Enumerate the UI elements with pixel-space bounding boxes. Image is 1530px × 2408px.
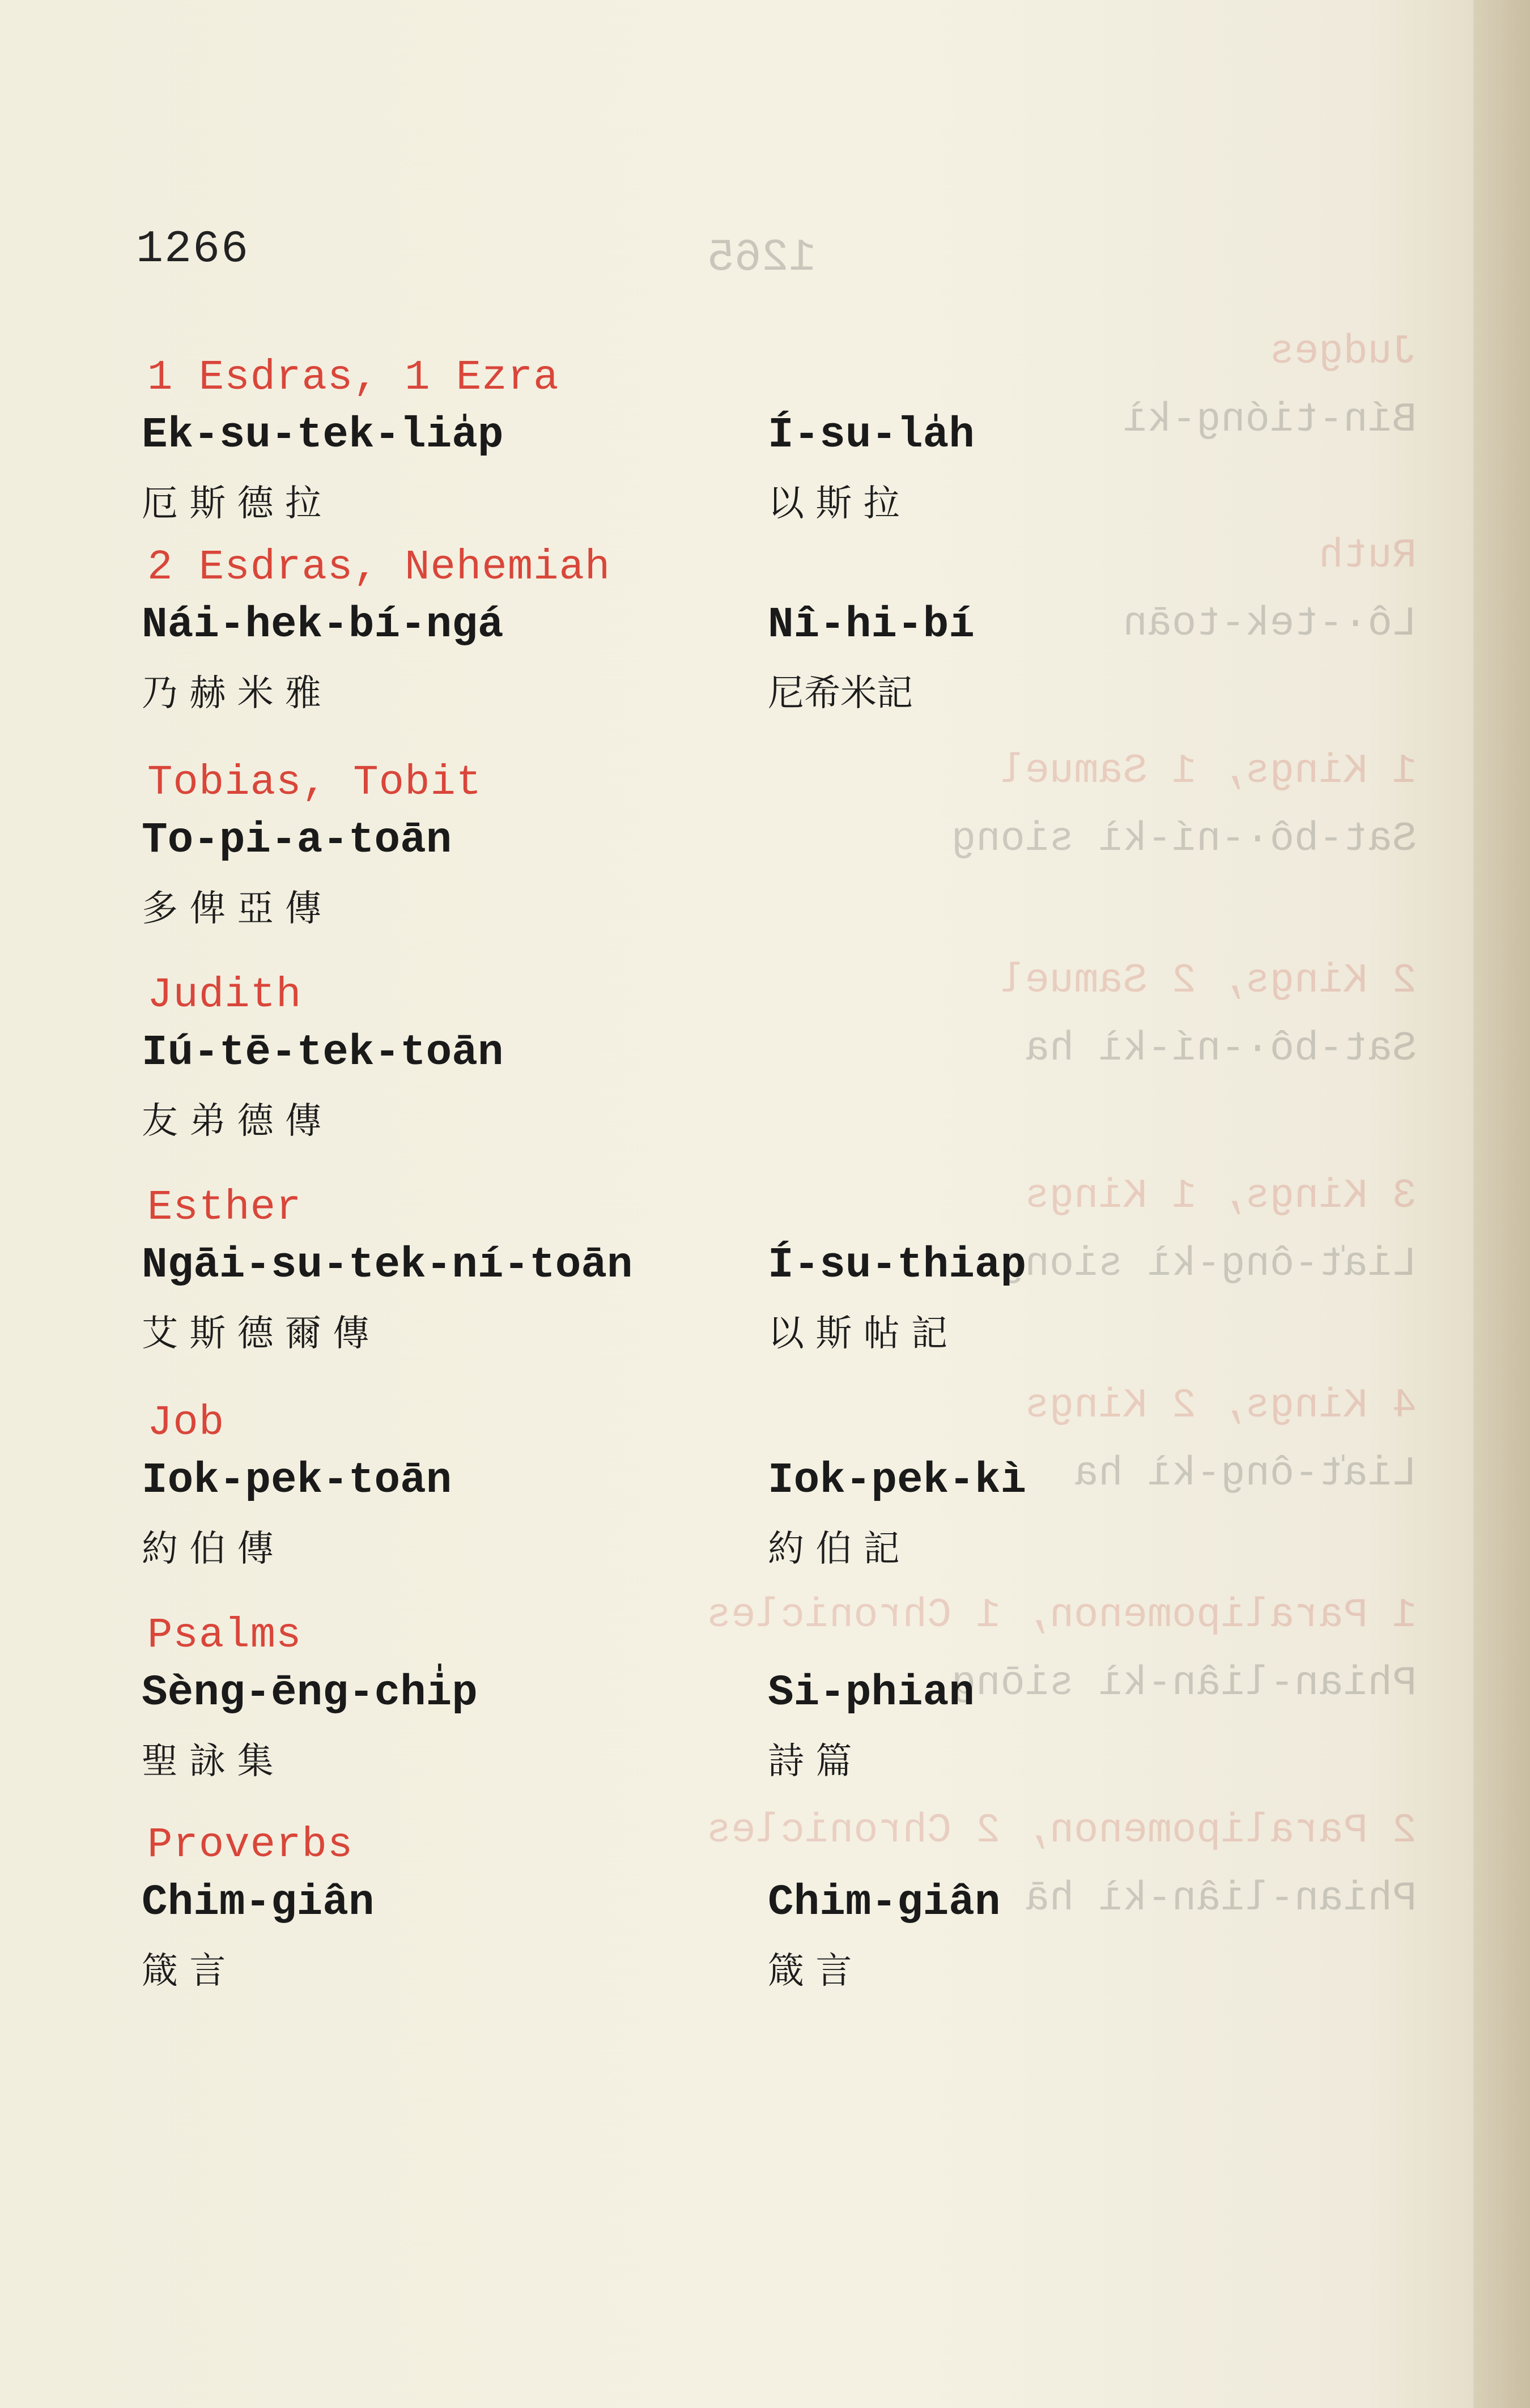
bleed-line: 1 Paralipomenon, 1 Chronicles bbox=[706, 1592, 1417, 1639]
catholic-name-chinese: 多 俾 亞 傳 bbox=[142, 888, 322, 930]
protestant-name-chinese: 以 斯 拉 bbox=[768, 483, 900, 525]
catholic-name: Ngāi-su-tek-ní-toān bbox=[142, 1241, 633, 1290]
entry-heading: Psalms bbox=[147, 1612, 302, 1660]
bleed-line: Phian-liân-kì hā bbox=[1025, 1875, 1417, 1922]
bleed-line: Sat-bô·-ní-kì siong bbox=[951, 816, 1417, 862]
bleed-line: 4 Kings, 2 Kings bbox=[1025, 1382, 1417, 1429]
catholic-name: Ek-su-tek-lia̍p bbox=[142, 411, 504, 460]
bleed-line: Lia̍t-ông-kì siong bbox=[1000, 1241, 1417, 1287]
protestant-name: Iok-pek-kì bbox=[768, 1456, 1027, 1505]
protestant-name: Nî-hi-bí bbox=[768, 601, 975, 649]
catholic-name: Nái-hek-bí-ngá bbox=[142, 601, 504, 649]
entry-heading: 2 Esdras, Nehemiah bbox=[147, 544, 611, 592]
protestant-name-chinese: 尼希米記 bbox=[768, 673, 913, 714]
protestant-name: Í-su-thiap bbox=[768, 1241, 1027, 1290]
protestant-name-chinese: 以 斯 帖 記 bbox=[768, 1313, 948, 1355]
catholic-name: Chim-giân bbox=[142, 1878, 375, 1927]
bleed-line: 1 Kings, 1 Samuel bbox=[1000, 748, 1417, 794]
catholic-name-chinese: 厄 斯 德 拉 bbox=[142, 483, 322, 525]
bleed-through-page-number: 1265 bbox=[707, 232, 816, 284]
bleed-line: 3 Kings, 1 Kings bbox=[1025, 1173, 1417, 1219]
protestant-name: Chim-giân bbox=[768, 1878, 1001, 1927]
bleed-line: Sat-bô·-ní-kì ha bbox=[1025, 1026, 1417, 1072]
bleed-line: Ruth bbox=[1319, 533, 1417, 579]
catholic-name: Iú-tē-tek-toān bbox=[142, 1028, 504, 1077]
page-edge bbox=[1473, 0, 1530, 2408]
protestant-name-chinese: 詩 篇 bbox=[768, 1741, 852, 1782]
catholic-name-chinese: 聖 詠 集 bbox=[142, 1741, 274, 1782]
protestant-name-chinese: 箴 言 bbox=[768, 1950, 852, 1992]
catholic-name-chinese: 艾 斯 德 爾 傳 bbox=[142, 1313, 369, 1355]
entry-heading: 1 Esdras, 1 Ezra bbox=[147, 354, 559, 402]
bleed-line: 2 Kings, 2 Samuel bbox=[1000, 958, 1417, 1004]
entry-heading: Judith bbox=[147, 972, 302, 1019]
catholic-name-chinese: 乃 赫 米 雅 bbox=[142, 673, 322, 714]
entry-heading: Tobias, Tobit bbox=[147, 759, 482, 807]
catholic-name-chinese: 約 伯 傳 bbox=[142, 1528, 274, 1570]
page-number: 1266 bbox=[136, 224, 250, 275]
entry-heading: Proverbs bbox=[147, 1822, 354, 1869]
entry-heading: Job bbox=[147, 1399, 225, 1447]
catholic-name: Sèng-ēng-chi̍p bbox=[142, 1669, 478, 1717]
bleed-line: Lô·-tek-toān bbox=[1123, 601, 1417, 647]
bleed-line: Bín-tióng-kì bbox=[1123, 397, 1417, 443]
catholic-name: To-pi-a-toān bbox=[142, 816, 452, 865]
bleed-line: 2 Paralipomenon, 2 Chronicles bbox=[706, 1807, 1417, 1854]
bleed-line: Lia̍t-ông-kì ha bbox=[1074, 1450, 1417, 1497]
catholic-name-chinese: 箴 言 bbox=[142, 1950, 226, 1992]
protestant-name-chinese: 約 伯 記 bbox=[768, 1528, 900, 1570]
bleed-line: Judges bbox=[1269, 329, 1417, 375]
bleed-line: Phian-liân-kì siōng bbox=[951, 1660, 1417, 1707]
entry-heading: Esther bbox=[147, 1184, 302, 1232]
protestant-name: Í-su-la̍h bbox=[768, 411, 975, 460]
catholic-name: Iok-pek-toān bbox=[142, 1456, 452, 1505]
catholic-name-chinese: 友 弟 德 傳 bbox=[142, 1100, 322, 1142]
protestant-name: Si-phian bbox=[768, 1669, 975, 1717]
